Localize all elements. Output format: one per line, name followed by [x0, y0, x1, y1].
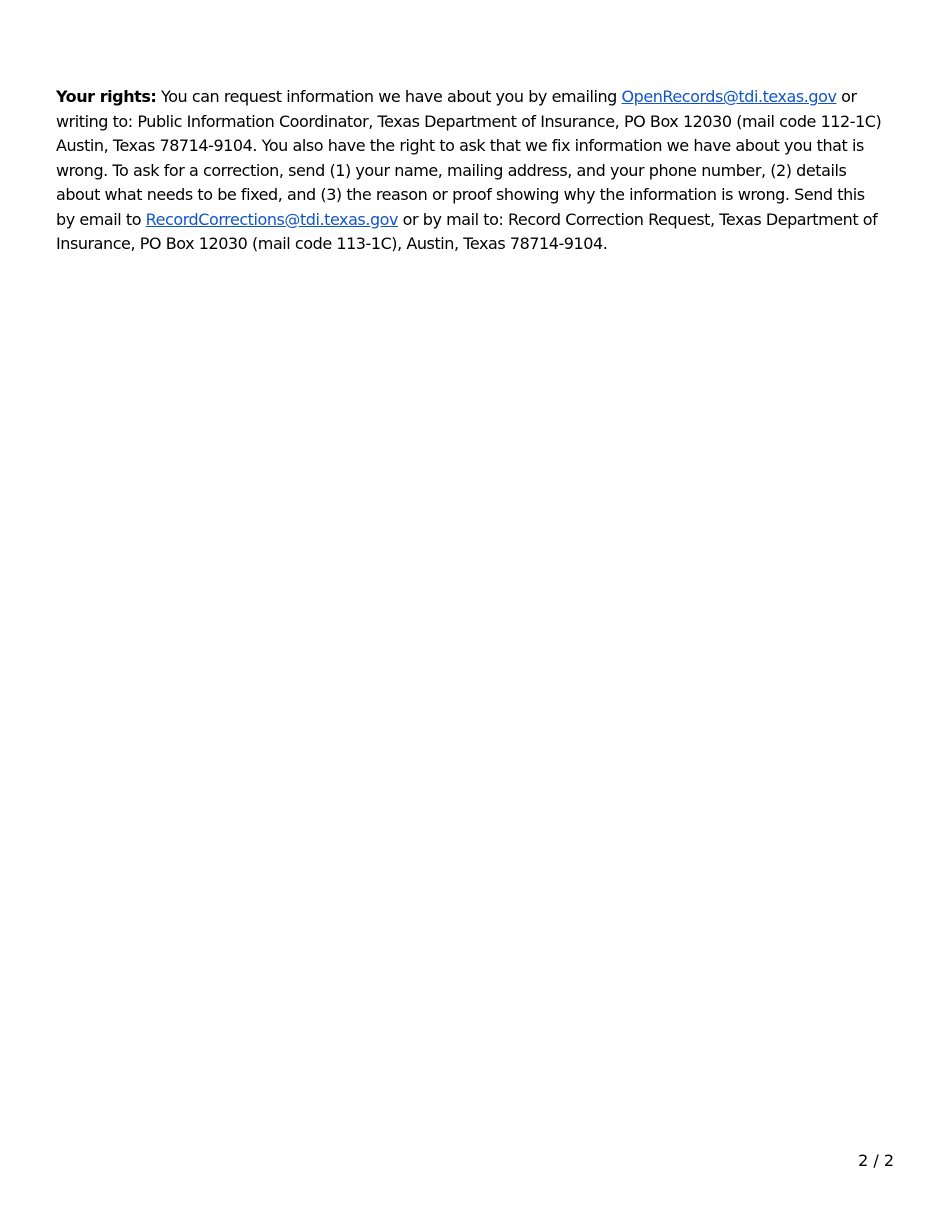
record-corrections-email-link[interactable]: RecordCorrections@tdi.texas.gov: [145, 209, 399, 229]
open-records-email-link[interactable]: OpenRecords@tdi.texas.gov: [621, 87, 837, 106]
your-rights-heading: Your rights:: [56, 87, 157, 106]
page-number: 2 / 2: [858, 1151, 894, 1170]
rights-text-intro: You can request information we have about you by emailing: [156, 87, 622, 106]
your-rights-paragraph: [56, 85, 886, 257]
rights-text-body: or writing to: Public Information Coordinator, Texas Department of Insurance, PO Box 12030 (mail code 112-1C) Austin, Texas 78714-9104. You also have the right to ask that we fix information we have about you that is wrong. To ask for a correction, send (1) your name, mailing address, and your phone number, (2) details about what needs to be fixed, and (3) the reason or proof showing why the information is wrong. Send this by email to: [56, 87, 882, 229]
rights-text-closing: or by mail to: Record Correction Request, Texas Department of Insurance, PO Box 12030 (mail code 113-1C), Austin, Texas 78714-9104.: [56, 209, 878, 253]
